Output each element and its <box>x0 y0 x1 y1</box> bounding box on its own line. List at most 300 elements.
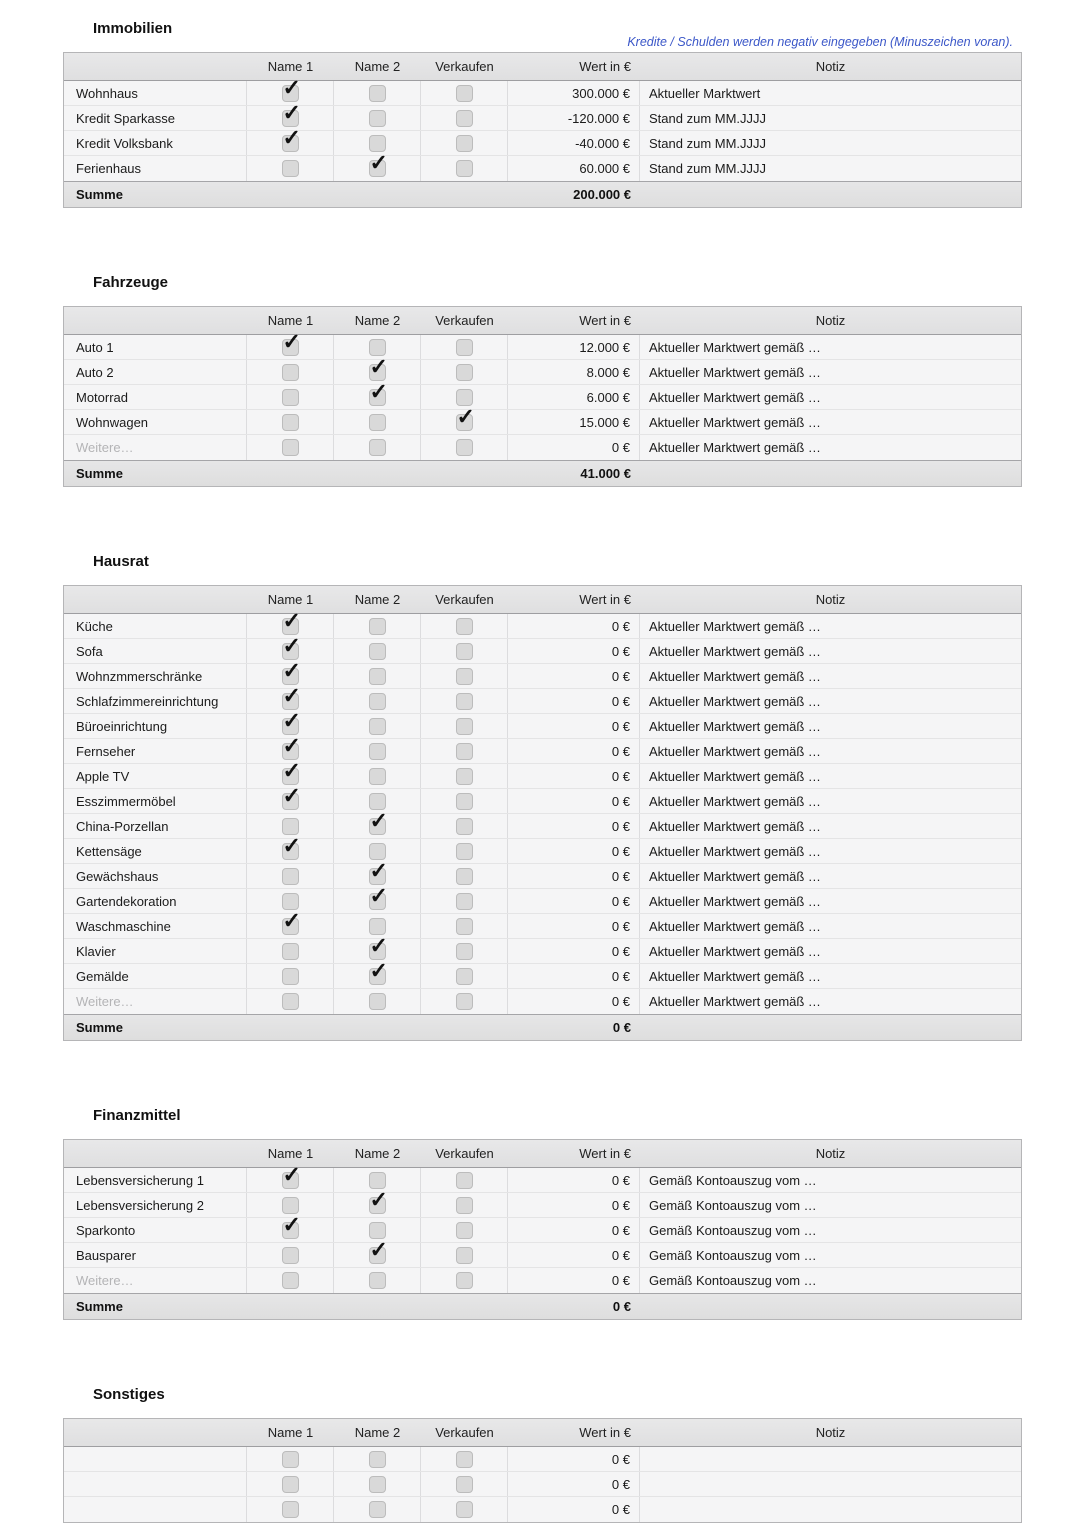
checkbox-cell-name2 <box>334 639 421 663</box>
col-header-verkaufen: Verkaufen <box>435 59 494 74</box>
wert-cell[interactable]: 12.000 € <box>508 335 640 359</box>
item-name-cell[interactable]: Wohnzmmerschränke <box>64 664 247 688</box>
table-row <box>64 664 1021 689</box>
item-name-cell[interactable]: Lebensversicherung 1 <box>64 1168 247 1192</box>
checkbox-name2[interactable] <box>369 414 386 431</box>
wert-cell[interactable]: 0 € <box>508 814 640 838</box>
checkbox-name2[interactable] <box>369 718 386 735</box>
notiz-cell[interactable]: Aktueller Marktwert gemäß … <box>649 643 821 659</box>
checkbox-cell-name2 <box>334 1472 421 1496</box>
col-header-verkaufen: Verkaufen <box>435 592 494 607</box>
asset-table <box>63 585 1022 1041</box>
checkbox-name1[interactable] <box>282 943 299 960</box>
wert-cell[interactable]: 0 € <box>508 1243 640 1267</box>
checkbox-name2[interactable] <box>369 968 386 985</box>
item-name-cell[interactable]: Bausparer <box>64 1243 247 1267</box>
notiz-cell[interactable]: Aktueller Marktwert gemäß … <box>649 440 821 455</box>
asset-table <box>63 1139 1022 1320</box>
checkbox-cell-name2 <box>334 1243 421 1267</box>
checkbox-cell-verkaufen <box>421 814 508 838</box>
checkbox-name1[interactable] <box>282 843 299 860</box>
table-row <box>64 689 1021 714</box>
checkbox-name2[interactable] <box>369 818 386 835</box>
asset-section <box>63 553 1022 1041</box>
checkbox-name1[interactable] <box>282 918 299 935</box>
checkbox-verkaufen[interactable] <box>456 85 473 102</box>
item-name-cell[interactable] <box>64 1447 247 1471</box>
checkbox-name1[interactable] <box>282 110 299 127</box>
wert-cell[interactable]: 0 € <box>508 639 640 663</box>
checkbox-name1[interactable] <box>282 1476 299 1493</box>
checkbox-cell-verkaufen <box>421 889 508 913</box>
wert-cell[interactable]: 0 € <box>508 1218 640 1242</box>
checkbox-cell-name2 <box>334 689 421 713</box>
wert-cell[interactable]: 0 € <box>508 689 640 713</box>
checkbox-cell-verkaufen <box>421 1497 508 1522</box>
table-body <box>64 614 1021 1014</box>
item-name-cell[interactable]: Apple TV <box>64 764 247 788</box>
checkbox-verkaufen[interactable] <box>456 743 473 760</box>
item-name-cell[interactable]: Fernseher <box>64 739 247 763</box>
wert-cell[interactable]: 0 € <box>508 889 640 913</box>
notiz-cell[interactable]: Gemäß Kontoauszug vom … <box>649 1273 817 1288</box>
checkbox-verkaufen[interactable] <box>456 843 473 860</box>
wert-cell[interactable]: 0 € <box>508 839 640 863</box>
checkbox-name1[interactable] <box>282 618 299 635</box>
checkbox-cell-name1 <box>247 1268 334 1293</box>
checkbox-name1[interactable] <box>282 439 299 456</box>
checkbox-verkaufen[interactable] <box>456 110 473 127</box>
item-name-cell[interactable]: Klavier <box>64 939 247 963</box>
item-name-cell[interactable]: Motorrad <box>64 385 247 409</box>
checkbox-name2[interactable] <box>369 693 386 710</box>
checkbox-cell-name2 <box>334 1268 421 1293</box>
checkbox-name2[interactable] <box>369 843 386 860</box>
checkbox-verkaufen[interactable] <box>456 693 473 710</box>
notiz-cell[interactable]: Aktueller Marktwert gemäß … <box>649 743 821 759</box>
section-title: Hausrat <box>93 553 149 570</box>
checkbox-name1[interactable] <box>282 1222 299 1239</box>
checkbox-name1[interactable] <box>282 1501 299 1518</box>
item-name-cell[interactable]: Wohnhaus <box>64 81 247 105</box>
checkbox-name1[interactable] <box>282 414 299 431</box>
checkbox-verkaufen[interactable] <box>456 1172 473 1189</box>
checkbox-name1[interactable] <box>282 364 299 381</box>
checkbox-verkaufen[interactable] <box>456 918 473 935</box>
notiz-cell[interactable]: Aktueller Marktwert gemäß … <box>649 718 821 734</box>
asset-table <box>63 1418 1022 1523</box>
summe-value: 0 € <box>612 1020 631 1035</box>
checkbox-verkaufen[interactable] <box>456 160 473 177</box>
table-header-row <box>64 53 1021 81</box>
checkbox-name1[interactable] <box>282 893 299 910</box>
col-header-wert: Wert in € <box>579 313 631 328</box>
item-name-cell[interactable]: Lebensversicherung 2 <box>64 1193 247 1217</box>
checkbox-cell-verkaufen <box>421 639 508 663</box>
table-body <box>64 81 1021 181</box>
item-name-cell[interactable]: Esszimmermöbel <box>64 789 247 813</box>
item-name-cell[interactable]: Sparkonto <box>64 1218 247 1242</box>
table-row <box>64 1447 1021 1472</box>
item-name-cell[interactable]: Auto 2 <box>64 360 247 384</box>
wert-cell[interactable]: -40.000 € <box>508 131 640 155</box>
notiz-cell[interactable]: Aktueller Marktwert <box>649 85 761 101</box>
section-head <box>63 274 1022 292</box>
col-header-notiz: Notiz <box>815 313 846 328</box>
col-header-name2: Name 2 <box>354 59 401 74</box>
wert-cell[interactable]: 0 € <box>508 939 640 963</box>
checkbox-name2[interactable] <box>369 160 386 177</box>
notiz-cell[interactable]: Aktueller Marktwert gemäß … <box>649 868 821 884</box>
item-name-cell[interactable]: Kredit Sparkasse <box>64 106 247 130</box>
notiz-cell[interactable]: Stand zum MM.JJJJ <box>649 135 767 151</box>
checkbox-cell-verkaufen <box>421 435 508 460</box>
checkbox-verkaufen[interactable] <box>456 643 473 660</box>
wert-cell[interactable]: 0 € <box>508 1472 640 1496</box>
notiz-cell[interactable] <box>640 1472 1021 1496</box>
checkbox-name2[interactable] <box>369 1172 386 1189</box>
checkbox-cell-name1 <box>247 1472 334 1496</box>
checkbox-verkaufen[interactable] <box>456 1247 473 1264</box>
wert-cell[interactable]: 0 € <box>508 989 640 1014</box>
checkbox-name2[interactable] <box>369 1222 386 1239</box>
wert-cell[interactable]: 300.000 € <box>508 81 640 105</box>
notiz-cell[interactable] <box>640 1497 1021 1522</box>
col-header-item <box>64 1140 247 1167</box>
wert-cell[interactable]: 0 € <box>508 864 640 888</box>
checkbox-name2[interactable] <box>369 1272 386 1289</box>
checkbox-verkaufen[interactable] <box>456 768 473 785</box>
item-name-cell[interactable]: Weitere… <box>64 1268 247 1293</box>
checkbox-name2[interactable] <box>369 1476 386 1493</box>
notiz-cell[interactable]: Aktueller Marktwert gemäß … <box>649 843 821 859</box>
wert-cell[interactable]: 6.000 € <box>508 385 640 409</box>
wert-cell[interactable]: 0 € <box>508 764 640 788</box>
checkbox-verkaufen[interactable] <box>456 1501 473 1518</box>
notiz-cell[interactable]: Aktueller Marktwert gemäß … <box>649 893 821 909</box>
wert-cell[interactable]: 0 € <box>508 914 640 938</box>
checkbox-name1[interactable] <box>282 793 299 810</box>
table-row <box>64 1168 1021 1193</box>
asset-section <box>63 274 1022 487</box>
checkbox-name2[interactable] <box>369 135 386 152</box>
checkbox-verkaufen[interactable] <box>456 1272 473 1289</box>
table-row <box>64 410 1021 435</box>
wert-cell[interactable]: 0 € <box>508 1497 640 1522</box>
table-header-row <box>64 1140 1021 1168</box>
table-row <box>64 989 1021 1014</box>
summe-label: Summe <box>76 187 123 202</box>
col-header-wert: Wert in € <box>579 1146 631 1161</box>
item-name-cell[interactable]: Wohnwagen <box>64 410 247 434</box>
checkbox-name2[interactable] <box>369 439 386 456</box>
checkbox-cell-name1 <box>247 360 334 384</box>
asset-table <box>63 306 1022 487</box>
item-name-cell[interactable]: Kredit Volksbank <box>64 131 247 155</box>
checkbox-verkaufen[interactable] <box>456 943 473 960</box>
checkbox-name1[interactable] <box>282 743 299 760</box>
checkbox-verkaufen[interactable] <box>456 868 473 885</box>
checkbox-name2[interactable] <box>369 339 386 356</box>
checkbox-cell-verkaufen <box>421 156 508 181</box>
notiz-cell[interactable]: Aktueller Marktwert gemäß … <box>649 793 821 809</box>
checkbox-name1[interactable] <box>282 160 299 177</box>
checkbox-cell-verkaufen <box>421 714 508 738</box>
table-row <box>64 131 1021 156</box>
checkbox-name2[interactable] <box>369 668 386 685</box>
notiz-cell[interactable] <box>640 1447 1021 1471</box>
checkbox-verkaufen[interactable] <box>456 893 473 910</box>
table-row <box>64 739 1021 764</box>
notiz-cell[interactable]: Gemäß Kontoauszug vom … <box>649 1222 817 1238</box>
wert-cell[interactable]: 0 € <box>508 739 640 763</box>
checkbox-verkaufen[interactable] <box>456 1222 473 1239</box>
checkbox-cell-verkaufen <box>421 1218 508 1242</box>
notiz-cell[interactable]: Aktueller Marktwert gemäß … <box>649 994 821 1009</box>
checkbox-verkaufen[interactable] <box>456 414 473 431</box>
wert-cell[interactable]: 0 € <box>508 1193 640 1217</box>
wert-cell[interactable]: 0 € <box>508 789 640 813</box>
checkbox-name2[interactable] <box>369 110 386 127</box>
notiz-cell[interactable]: Aktueller Marktwert gemäß … <box>649 693 821 709</box>
checkbox-cell-verkaufen <box>421 939 508 963</box>
section-head <box>63 553 1022 571</box>
item-name-cell[interactable]: Gemälde <box>64 964 247 988</box>
checkbox-name2[interactable] <box>369 618 386 635</box>
col-header-verkaufen: Verkaufen <box>435 313 494 328</box>
checkbox-cell-verkaufen <box>421 410 508 434</box>
checkbox-name2[interactable] <box>369 1451 386 1468</box>
wert-cell[interactable]: 0 € <box>508 1168 640 1192</box>
notiz-cell[interactable]: Aktueller Marktwert gemäß … <box>649 618 821 634</box>
checkbox-name2[interactable] <box>369 918 386 935</box>
checkbox-cell-name2 <box>334 989 421 1014</box>
notiz-cell[interactable]: Gemäß Kontoauszug vom … <box>649 1172 817 1188</box>
notiz-cell[interactable]: Aktueller Marktwert gemäß … <box>649 768 821 784</box>
checkbox-cell-verkaufen <box>421 689 508 713</box>
notiz-cell[interactable]: Aktueller Marktwert gemäß … <box>649 389 821 405</box>
table-row <box>64 839 1021 864</box>
checkbox-cell-verkaufen <box>421 614 508 638</box>
checkbox-name1[interactable] <box>282 1197 299 1214</box>
asset-section <box>63 1386 1022 1523</box>
wert-cell[interactable]: 0 € <box>508 964 640 988</box>
item-name-cell[interactable]: Waschmaschine <box>64 914 247 938</box>
checkbox-verkaufen[interactable] <box>456 668 473 685</box>
checkbox-name2[interactable] <box>369 768 386 785</box>
notiz-cell[interactable]: Aktueller Marktwert gemäß … <box>649 918 821 934</box>
checkbox-name1[interactable] <box>282 693 299 710</box>
checkbox-cell-verkaufen <box>421 360 508 384</box>
checkbox-name2[interactable] <box>369 1197 386 1214</box>
table-row <box>64 639 1021 664</box>
checkbox-verkaufen[interactable] <box>456 364 473 381</box>
item-name-cell[interactable]: Gartendekoration <box>64 889 247 913</box>
wert-cell[interactable]: 8.000 € <box>508 360 640 384</box>
checkbox-name1[interactable] <box>282 339 299 356</box>
section-head <box>63 20 1022 52</box>
checkbox-cell-name2 <box>334 664 421 688</box>
checkbox-cell-name2 <box>334 81 421 105</box>
item-name-cell[interactable] <box>64 1497 247 1522</box>
col-header-wert: Wert in € <box>579 59 631 74</box>
item-name-cell[interactable]: Gewächshaus <box>64 864 247 888</box>
col-header-wert: Wert in € <box>579 1425 631 1440</box>
notiz-cell[interactable]: Stand zum MM.JJJJ <box>649 161 767 176</box>
summe-label: Summe <box>76 1020 123 1035</box>
wert-cell[interactable]: 0 € <box>508 714 640 738</box>
notiz-cell[interactable]: Aktueller Marktwert gemäß … <box>649 968 821 984</box>
checkbox-name2[interactable] <box>369 389 386 406</box>
col-header-name2: Name 2 <box>354 1146 401 1161</box>
checkbox-name2[interactable] <box>369 893 386 910</box>
checkbox-name2[interactable] <box>369 993 386 1010</box>
wert-cell[interactable]: 60.000 € <box>508 156 640 181</box>
summe-row <box>64 1014 1021 1040</box>
wert-cell[interactable]: 0 € <box>508 1268 640 1293</box>
notiz-cell[interactable]: Aktueller Marktwert gemäß … <box>649 818 821 834</box>
table-row <box>64 939 1021 964</box>
item-name-cell[interactable]: Weitere… <box>64 989 247 1014</box>
checkbox-cell-name1 <box>247 1218 334 1242</box>
checkbox-cell-name1 <box>247 914 334 938</box>
col-header-wert: Wert in € <box>579 592 631 607</box>
checkbox-cell-verkaufen <box>421 739 508 763</box>
checkbox-cell-verkaufen <box>421 864 508 888</box>
checkbox-name1[interactable] <box>282 1247 299 1264</box>
wert-cell[interactable]: 0 € <box>508 664 640 688</box>
checkbox-cell-verkaufen <box>421 664 508 688</box>
col-header-verkaufen: Verkaufen <box>435 1146 494 1161</box>
wert-cell[interactable]: -120.000 € <box>508 106 640 130</box>
checkbox-name1[interactable] <box>282 85 299 102</box>
notiz-cell[interactable]: Gemäß Kontoauszug vom … <box>649 1197 817 1213</box>
checkbox-verkaufen[interactable] <box>456 1197 473 1214</box>
table-row <box>64 889 1021 914</box>
checkbox-name1[interactable] <box>282 668 299 685</box>
wert-cell[interactable]: 0 € <box>508 1447 640 1471</box>
checkbox-cell-name1 <box>247 1168 334 1192</box>
checkbox-verkaufen[interactable] <box>456 793 473 810</box>
checkbox-name2[interactable] <box>369 943 386 960</box>
checkbox-name1[interactable] <box>282 1172 299 1189</box>
table-body <box>64 1168 1021 1293</box>
checkbox-cell-name2 <box>334 1497 421 1522</box>
checkbox-verkaufen[interactable] <box>456 993 473 1010</box>
section-head <box>63 1107 1022 1125</box>
checkbox-verkaufen[interactable] <box>456 718 473 735</box>
table-row <box>64 814 1021 839</box>
wert-cell[interactable]: 15.000 € <box>508 410 640 434</box>
checkbox-verkaufen[interactable] <box>456 1451 473 1468</box>
item-name-cell[interactable]: Auto 1 <box>64 335 247 359</box>
table-row <box>64 106 1021 131</box>
wert-cell[interactable]: 0 € <box>508 614 640 638</box>
table-row <box>64 335 1021 360</box>
item-name-cell[interactable]: Küche <box>64 614 247 638</box>
summe-row <box>64 181 1021 207</box>
checkbox-name2[interactable] <box>369 743 386 760</box>
item-name-cell[interactable]: Schlafzimmereinrichtung <box>64 689 247 713</box>
checkbox-name1[interactable] <box>282 135 299 152</box>
checkbox-cell-name2 <box>334 614 421 638</box>
table-row <box>64 1268 1021 1293</box>
checkbox-verkaufen[interactable] <box>456 1476 473 1493</box>
checkbox-name1[interactable] <box>282 818 299 835</box>
checkbox-name2[interactable] <box>369 793 386 810</box>
checkbox-verkaufen[interactable] <box>456 618 473 635</box>
checkbox-name1[interactable] <box>282 768 299 785</box>
checkbox-cell-verkaufen <box>421 1243 508 1267</box>
checkbox-name2[interactable] <box>369 85 386 102</box>
col-header-item <box>64 586 247 613</box>
checkbox-cell-verkaufen <box>421 839 508 863</box>
checkbox-name1[interactable] <box>282 1272 299 1289</box>
checkbox-verkaufen[interactable] <box>456 389 473 406</box>
section-head <box>63 1386 1022 1404</box>
item-name-cell[interactable]: Büroeinrichtung <box>64 714 247 738</box>
notiz-cell[interactable]: Stand zum MM.JJJJ <box>649 110 767 126</box>
checkbox-name1[interactable] <box>282 1451 299 1468</box>
checkbox-name2[interactable] <box>369 364 386 381</box>
checkbox-verkaufen[interactable] <box>456 439 473 456</box>
notiz-cell[interactable]: Aktueller Marktwert gemäß … <box>649 364 821 380</box>
notiz-cell[interactable]: Aktueller Marktwert gemäß … <box>649 943 821 959</box>
item-name-cell[interactable]: Ferienhaus <box>64 156 247 181</box>
notiz-cell[interactable]: Aktueller Marktwert gemäß … <box>649 414 821 430</box>
item-name-cell[interactable]: Weitere… <box>64 435 247 460</box>
notiz-cell[interactable]: Aktueller Marktwert gemäß … <box>649 339 821 355</box>
col-header-item <box>64 53 247 80</box>
asset-section <box>63 20 1022 208</box>
table-row <box>64 81 1021 106</box>
item-name-cell[interactable]: Kettensäge <box>64 839 247 863</box>
summe-value: 41.000 € <box>580 466 631 481</box>
checkbox-verkaufen[interactable] <box>456 818 473 835</box>
checkbox-name1[interactable] <box>282 643 299 660</box>
checkbox-verkaufen[interactable] <box>456 135 473 152</box>
checkbox-cell-name1 <box>247 964 334 988</box>
checkbox-name2[interactable] <box>369 1247 386 1264</box>
checkbox-name1[interactable] <box>282 993 299 1010</box>
notiz-cell[interactable]: Aktueller Marktwert gemäß … <box>649 668 821 684</box>
item-name-cell[interactable]: China-Porzellan <box>64 814 247 838</box>
wert-cell[interactable]: 0 € <box>508 435 640 460</box>
col-header-notiz: Notiz <box>815 592 846 607</box>
checkbox-name2[interactable] <box>369 1501 386 1518</box>
checkbox-name2[interactable] <box>369 643 386 660</box>
checkbox-cell-verkaufen <box>421 1472 508 1496</box>
asset-table <box>63 52 1022 208</box>
checkbox-verkaufen[interactable] <box>456 968 473 985</box>
notiz-cell[interactable]: Gemäß Kontoauszug vom … <box>649 1247 817 1263</box>
checkbox-name1[interactable] <box>282 968 299 985</box>
checkbox-cell-name1 <box>247 939 334 963</box>
item-name-cell[interactable] <box>64 1472 247 1496</box>
table-row <box>64 1472 1021 1497</box>
checkbox-cell-name2 <box>334 739 421 763</box>
checkbox-name1[interactable] <box>282 718 299 735</box>
checkbox-cell-name1 <box>247 1243 334 1267</box>
item-name-cell[interactable]: Sofa <box>64 639 247 663</box>
checkbox-name2[interactable] <box>369 868 386 885</box>
checkbox-verkaufen[interactable] <box>456 339 473 356</box>
section-title: Fahrzeuge <box>93 274 169 291</box>
checkbox-name1[interactable] <box>282 868 299 885</box>
table-row <box>64 1243 1021 1268</box>
checkbox-name1[interactable] <box>282 389 299 406</box>
col-header-name1: Name 1 <box>267 59 314 74</box>
